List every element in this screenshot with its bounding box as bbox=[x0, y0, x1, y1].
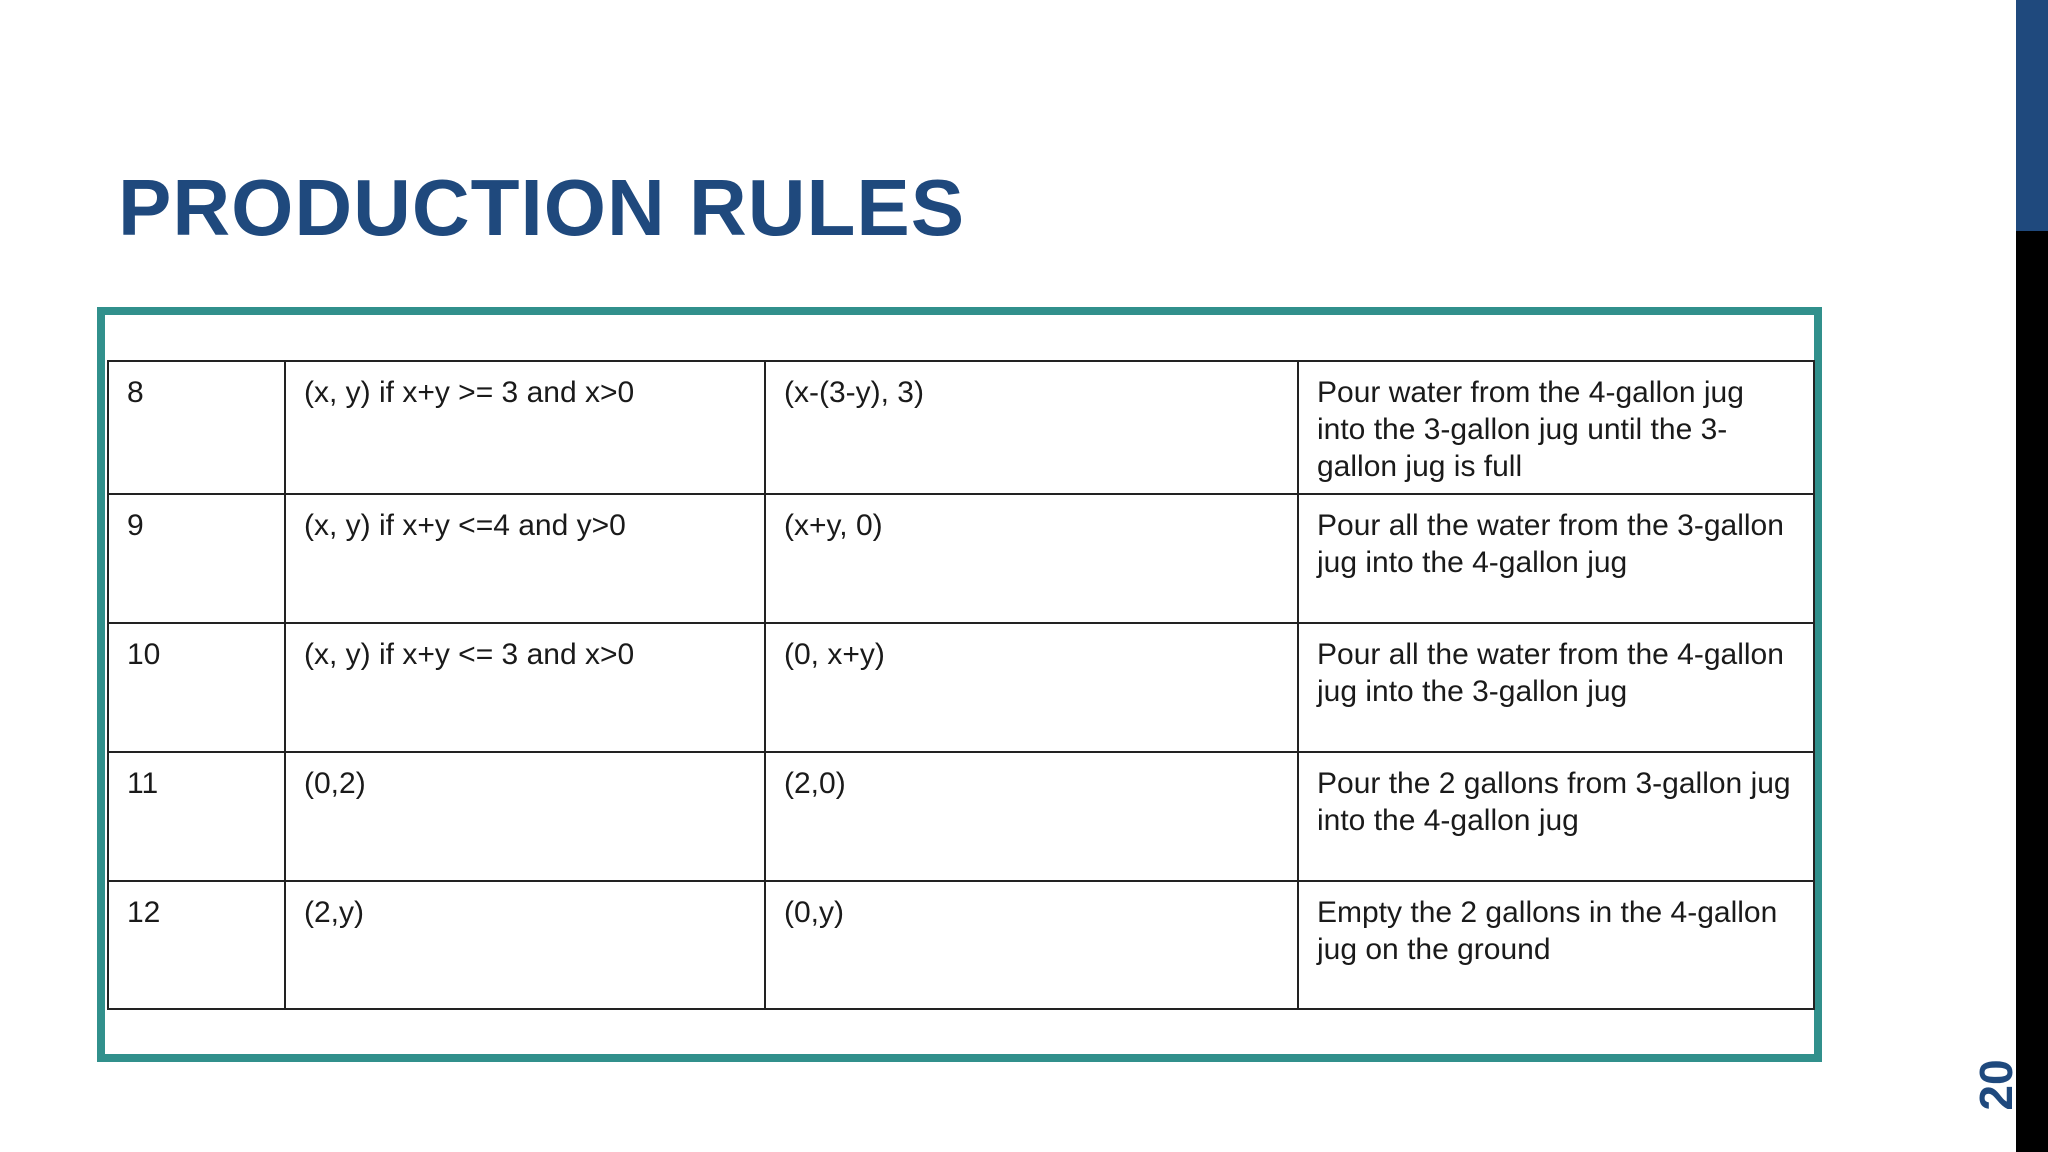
rule-number-cell: 10 bbox=[108, 623, 285, 752]
production-rules-table bbox=[107, 360, 1815, 1010]
rule-number-cell: 8 bbox=[108, 361, 285, 494]
page-number: 20 bbox=[1970, 1059, 2022, 1111]
rule-description-cell: Pour the 2 gallons from 3-gallon jug into the 4-gallon jug bbox=[1298, 752, 1814, 881]
rule-condition-cell: (x, y) if x+y <= 3 and x>0 bbox=[285, 623, 765, 752]
slide-title: PRODUCTION RULES bbox=[118, 163, 966, 252]
rule-description-cell: Pour all the water from the 4-gallon jug into the 3-gallon jug bbox=[1298, 623, 1814, 752]
rule-number-cell: 11 bbox=[108, 752, 285, 881]
side-accent-bar-bottom bbox=[2016, 231, 2048, 1152]
table-row bbox=[108, 881, 1814, 1009]
table-row bbox=[108, 494, 1814, 623]
rule-result-cell: (x+y, 0) bbox=[765, 494, 1298, 623]
rule-condition-cell: (0,2) bbox=[285, 752, 765, 881]
table-row bbox=[108, 361, 1814, 494]
rule-result-cell: (0,y) bbox=[765, 881, 1298, 1009]
rule-description-cell: Pour water from the 4-gallon jug into the 3-gallon jug until the 3-gallon jug is full bbox=[1298, 361, 1814, 494]
side-accent-bar-top bbox=[2016, 0, 2048, 231]
rule-result-cell: (2,0) bbox=[765, 752, 1298, 881]
rule-result-cell: (0, x+y) bbox=[765, 623, 1298, 752]
rule-description-cell: Empty the 2 gallons in the 4-gallon jug on the ground bbox=[1298, 881, 1814, 1009]
rule-result-cell: (x-(3-y), 3) bbox=[765, 361, 1298, 494]
rule-condition-cell: (2,y) bbox=[285, 881, 765, 1009]
rule-condition-cell: (x, y) if x+y <=4 and y>0 bbox=[285, 494, 765, 623]
table-row bbox=[108, 752, 1814, 881]
table-row bbox=[108, 623, 1814, 752]
rule-condition-cell: (x, y) if x+y >= 3 and x>0 bbox=[285, 361, 765, 494]
rule-number-cell: 9 bbox=[108, 494, 285, 623]
rule-description-cell: Pour all the water from the 3-gallon jug into the 4-gallon jug bbox=[1298, 494, 1814, 623]
rule-number-cell: 12 bbox=[108, 881, 285, 1009]
